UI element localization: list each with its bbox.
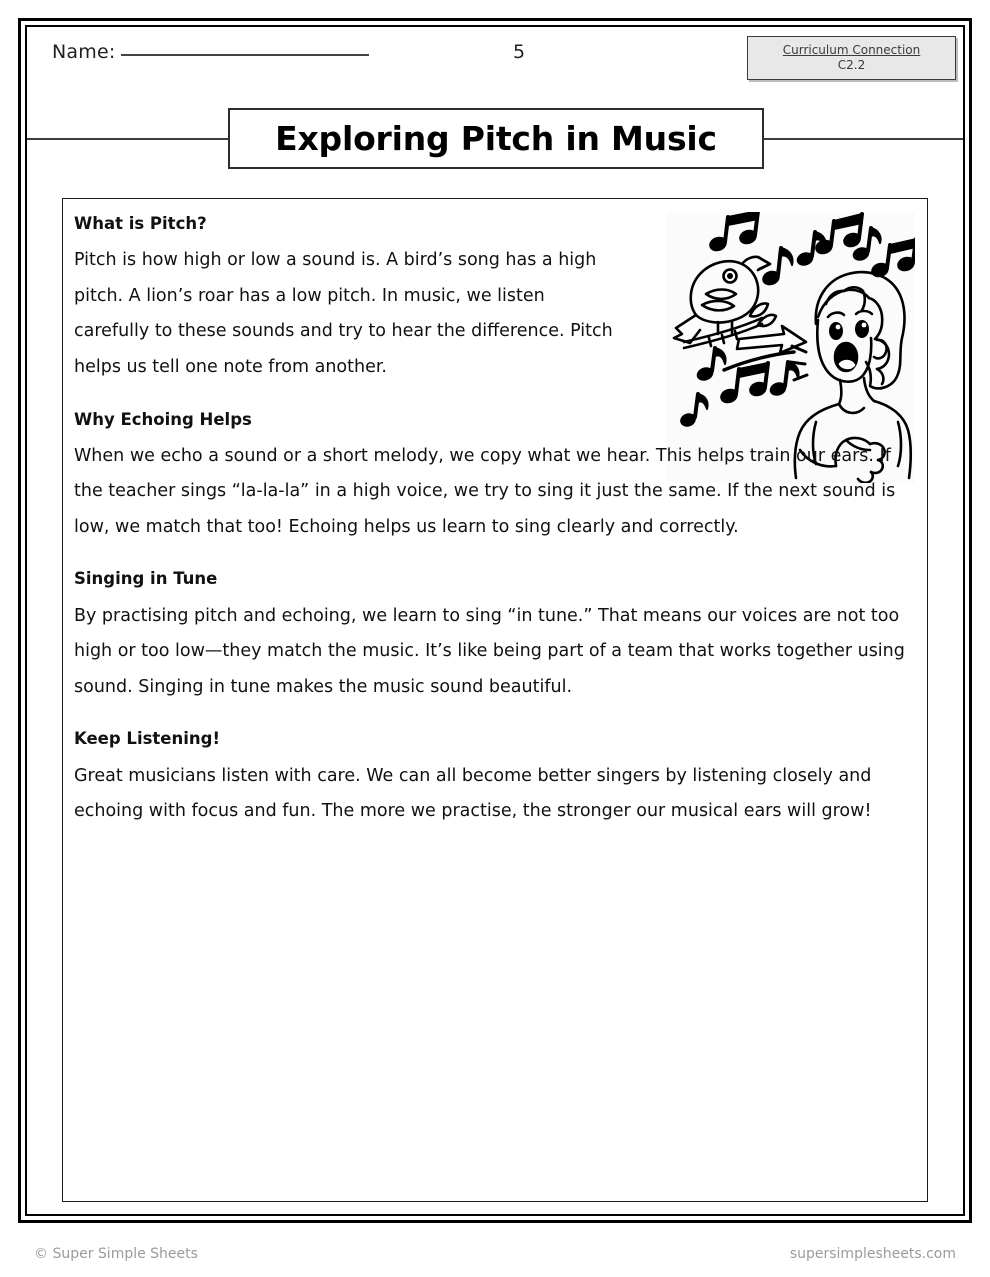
name-field-group (52, 41, 369, 63)
section-spacer (74, 717, 907, 728)
worksheet-title-box (228, 108, 764, 169)
section-singing-in-tune (74, 568, 907, 705)
name-input-line[interactable] (121, 54, 369, 56)
section-body: By practising pitch and echoing, we learn to sing “in tune.” That means our voices are not too high or too low—they match the music. It’s like being part of a team that works together using sound. Singing in tune makes the music sound beautiful. (74, 605, 905, 697)
curriculum-connection-box (747, 36, 956, 80)
curriculum-connection-label: Curriculum Connection (782, 43, 921, 57)
section-body: When we echo a sound or a short melody, we copy what we hear. This helps train our ears. If the teacher sings “la-la-la” in a high voice, we try to sing it just the same. If the next sound is low, we match that too! Echoing helps us learn to sing clearly and correctly. (74, 445, 896, 537)
section-heading: What is Pitch? (74, 214, 207, 233)
section-spacer (74, 557, 907, 568)
reading-passage-box (62, 198, 928, 1202)
website-link[interactable]: supersimplesheets.com (789, 1246, 956, 1262)
page-footer (34, 1246, 956, 1262)
title-rule-left (27, 138, 229, 140)
curriculum-connection-code: C2.2 (837, 58, 866, 72)
title-rule-right (763, 138, 963, 140)
section-what-is-pitch (74, 213, 907, 386)
page-title: Exploring Pitch in Music (275, 119, 717, 158)
name-label: Name: (52, 41, 116, 63)
section-body: Pitch is how high or low a sound is. A bird’s song has a high pitch. A lion’s roar has a low pitch. In music, we listen carefully to these sounds and try to hear the difference. Pitch helps us tell one note from another. (74, 250, 613, 377)
page-number: 5 (512, 41, 526, 63)
section-heading: Singing in Tune (74, 569, 218, 589)
section-heading: Keep Listening! (74, 729, 220, 749)
section-keep-listening (74, 728, 907, 829)
worksheet-header (34, 36, 956, 86)
section-body: Great musicians listen with care. We can all become better singers by listening closely and echoing with focus and fun. The more we practise, the stronger our musical ears will grow! (74, 765, 872, 822)
copyright-text: © Super Simple Sheets (34, 1246, 198, 1262)
section-why-echoing-helps (74, 409, 907, 546)
section-heading: Why Echoing Helps (74, 409, 252, 429)
